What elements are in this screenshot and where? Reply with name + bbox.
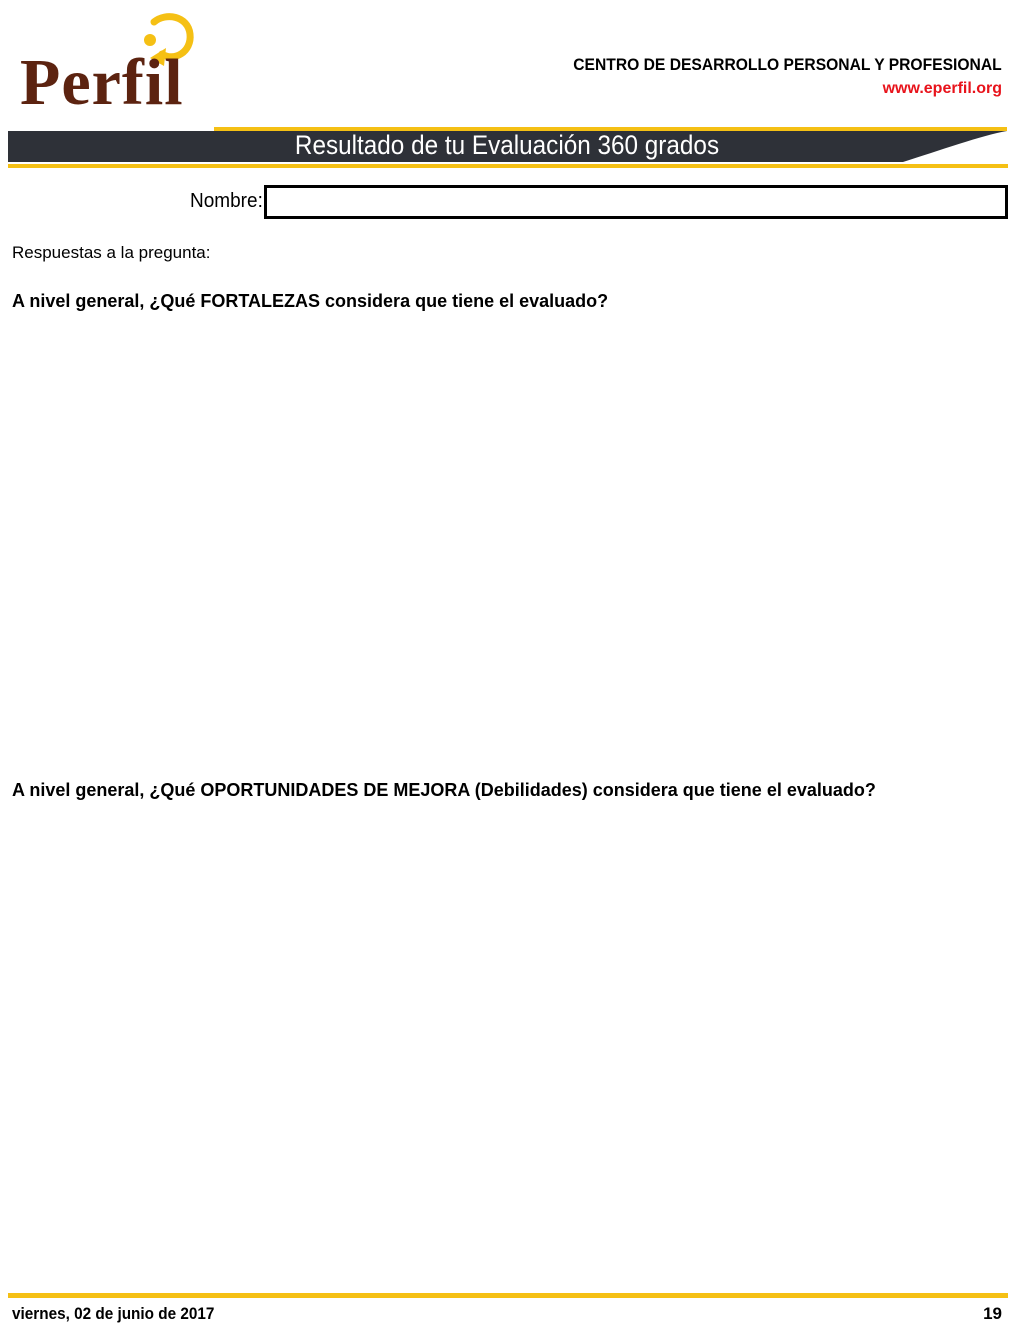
question-strengths: A nivel general, ¿Qué FORTALEZAS considera que tiene el evaluado? [12, 291, 609, 311]
answers-improvements [12, 812, 1002, 1272]
question-improvements: A nivel general, ¿Qué OPORTUNIDADES DE MEJORA (Debilidades) considera que tiene el evaluado? [12, 780, 876, 800]
page-title: Resultado de tu Evaluación 360 grados [294, 130, 720, 160]
page-number: 19 [983, 1304, 1002, 1323]
organization-url[interactable]: www.eperfil.org [882, 80, 1002, 97]
intro-text: Respuestas a la pregunta: [12, 243, 211, 262]
perfil-logo [18, 8, 208, 120]
organization-name: CENTRO DE DESARROLLO PERSONAL Y PROFESIONAL [573, 55, 1002, 74]
name-label: Nombre: [190, 190, 263, 212]
footer-rule [8, 1293, 1008, 1298]
answers-strengths [12, 322, 1002, 762]
name-field[interactable] [264, 185, 1008, 219]
footer-date: viernes, 02 de junio de 2017 [12, 1304, 215, 1323]
logo-wordmark: Perfil [20, 46, 184, 119]
banner-bottom-rule [8, 164, 1008, 168]
